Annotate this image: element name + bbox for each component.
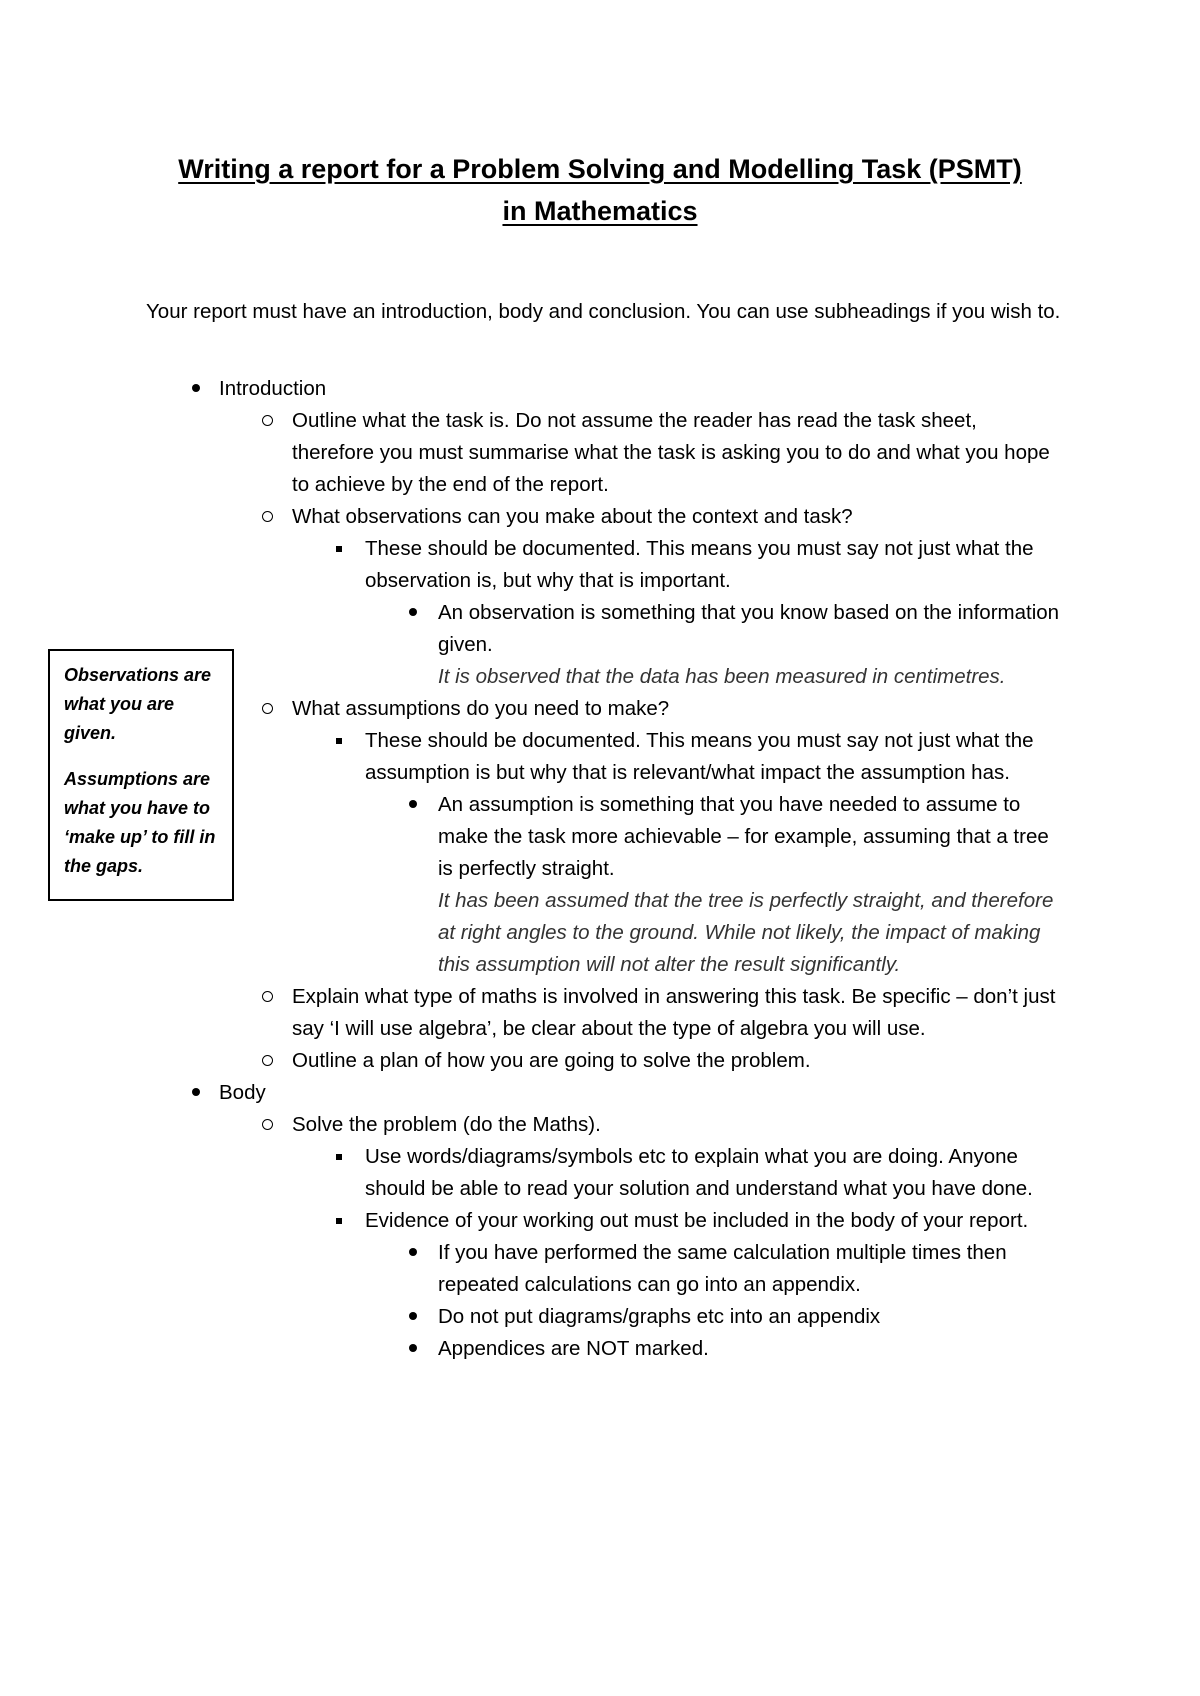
bullet-circle-icon xyxy=(257,1109,277,1141)
list-item-body: Body xyxy=(219,1077,1059,1109)
bullet-dot-icon xyxy=(405,789,421,821)
bullet-dot-icon xyxy=(405,597,421,629)
list-item-explain-maths: Explain what type of maths is involved in answering this task. Be specific – don’t just say ‘I will use algebra’, be clear about the type of algebra you will use. xyxy=(292,981,1062,1045)
bullet-dot-icon xyxy=(405,1333,421,1365)
bullet-circle-icon xyxy=(257,1045,277,1077)
bullet-square-icon xyxy=(331,533,347,565)
list-item-no-diagrams: Do not put diagrams/graphs etc into an appendix xyxy=(438,1301,1063,1333)
list-item-assumptions-documented: These should be documented. This means you must say not just what the assumption is but why that is relevant/what impact the assumption has. xyxy=(365,725,1065,789)
bullet-square-icon xyxy=(331,725,347,757)
callout-assumptions: Assumptions are what you have to ‘make up’ to fill in the gaps. xyxy=(64,769,216,876)
bullet-circle-icon xyxy=(257,981,277,1013)
bullet-dot-icon xyxy=(186,1077,206,1109)
list-item-outline-plan: Outline a plan of how you are going to solve the problem. xyxy=(292,1045,1062,1077)
list-item-outline-task: Outline what the task is. Do not assume the reader has read the task sheet, therefore you must summarise what the task is asking you to do and what you hope to achieve by the end of the report. xyxy=(292,405,1062,501)
bullet-dot-icon xyxy=(405,1237,421,1269)
intro-paragraph: Your report must have an introduction, body and conclusion. You can use subheadings if you wish to. xyxy=(146,300,1061,323)
list-item-solve: Solve the problem (do the Maths). xyxy=(292,1109,1062,1141)
list-item-introduction: Introduction xyxy=(219,373,1059,405)
bullet-circle-icon xyxy=(257,501,277,533)
observations-assumptions-callout xyxy=(48,649,234,901)
list-item-observation-definition: An observation is something that you know based on the information given. xyxy=(438,597,1063,661)
list-item-not-marked: Appendices are NOT marked. xyxy=(438,1333,1063,1365)
list-item-use-words: Use words/diagrams/symbols etc to explain what you are doing. Anyone should be able to read your solution and understand what you have done. xyxy=(365,1141,1065,1205)
list-item-assumptions-question: What assumptions do you need to make? xyxy=(292,693,1062,725)
list-item-repeated-calcs: If you have performed the same calculation multiple times then repeated calculations can go into an appendix. xyxy=(438,1237,1063,1301)
list-item-observations-question: What observations can you make about the context and task? xyxy=(292,501,1062,533)
observation-example: It is observed that the data has been measured in centimetres. xyxy=(438,665,1006,688)
list-item-assumption-definition: An assumption is something that you have needed to assume to make the task more achievable – for example, assuming that a tree is perfectly straight. xyxy=(438,789,1063,885)
page-title xyxy=(0,148,1200,232)
bullet-dot-icon xyxy=(405,1301,421,1333)
bullet-dot-icon xyxy=(186,373,206,405)
list-item-observations-documented: These should be documented. This means you must say not just what the observation is, but why that is important. xyxy=(365,533,1065,597)
callout-observations: Observations are what you are given. xyxy=(64,665,212,743)
assumption-example: It has been assumed that the tree is perfectly straight, and therefore at right angles to the ground. While not likely, the impact of making this assumption will not alter the result significantly. xyxy=(438,889,1054,976)
bullet-circle-icon xyxy=(257,405,277,437)
title-line-1: Writing a report for a Problem Solving and Modelling Task (PSMT) xyxy=(178,154,1022,184)
bullet-circle-icon xyxy=(257,693,277,725)
title-line-2: in Mathematics xyxy=(502,196,698,226)
bullet-square-icon xyxy=(331,1205,347,1237)
list-item-evidence: Evidence of your working out must be included in the body of your report. xyxy=(365,1205,1065,1237)
bullet-square-icon xyxy=(331,1141,347,1173)
